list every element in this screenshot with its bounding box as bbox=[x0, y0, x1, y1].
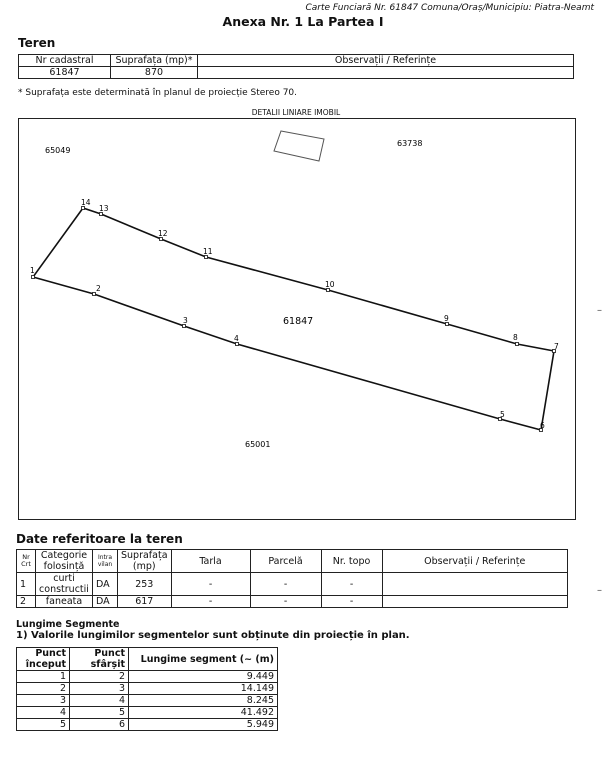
table-cell: 4 bbox=[70, 695, 129, 707]
neighbor-label: 65049 bbox=[45, 146, 71, 155]
parcel-number-label: 61847 bbox=[283, 316, 314, 327]
table-header-cell: Intra vilan bbox=[93, 550, 118, 573]
table-cell: - bbox=[250, 573, 321, 596]
neighbor-label: 63738 bbox=[397, 139, 423, 148]
table-cell: - bbox=[321, 596, 382, 608]
vertex-label: 9 bbox=[444, 314, 449, 323]
table-cell: 1 bbox=[17, 671, 70, 683]
table-row bbox=[17, 683, 278, 695]
building-outline bbox=[274, 131, 324, 161]
table-header-cell: Observații / Referințe bbox=[198, 55, 574, 67]
table-cell: 9.449 bbox=[129, 671, 278, 683]
table-cell: DA bbox=[93, 573, 118, 596]
table-cell: 2 bbox=[17, 683, 70, 695]
parcel-vertices bbox=[30, 198, 559, 432]
vertex-label: 10 bbox=[325, 280, 335, 289]
vertex-label: 1 bbox=[30, 266, 35, 275]
table-cell: 1 bbox=[17, 573, 36, 596]
table-cell bbox=[382, 573, 567, 596]
edge-mark: – bbox=[597, 305, 602, 316]
vertex-label: 5 bbox=[500, 410, 505, 419]
table-cell: - bbox=[171, 573, 250, 596]
vertex-label: 14 bbox=[81, 198, 91, 207]
observations-cell bbox=[198, 67, 574, 79]
segments-subtitle: 1) Valorile lungimilor segmentelor sunt obținute din proiecție în plan. bbox=[16, 630, 410, 641]
vertex-label: 11 bbox=[203, 247, 213, 256]
parcel-map bbox=[18, 118, 576, 520]
vertex-marker bbox=[516, 343, 519, 346]
table-header-cell: Lungime segment (~ (m) bbox=[129, 648, 278, 671]
annex-title: Anexa Nr. 1 La Partea I bbox=[222, 14, 384, 29]
area-note: * Suprafața este determinată în planul de proiecție Stereo 70. bbox=[18, 88, 298, 98]
cadastral-number: 61847 bbox=[19, 67, 111, 79]
table-row bbox=[17, 573, 568, 596]
table-cell: DA bbox=[93, 596, 118, 608]
table-cell: faneata bbox=[36, 596, 93, 608]
table-header-row bbox=[19, 55, 574, 67]
neighbor-label: 65001 bbox=[245, 440, 271, 449]
table-header-cell: Categorie folosință bbox=[36, 550, 93, 573]
table-cell: 4 bbox=[17, 707, 70, 719]
table-cell bbox=[382, 596, 567, 608]
table-cell: 8.245 bbox=[129, 695, 278, 707]
vertex-label: 3 bbox=[183, 316, 188, 325]
table-header-cell: Punct sfârșit bbox=[70, 648, 129, 671]
table-cell: - bbox=[250, 596, 321, 608]
vertex-label: 12 bbox=[158, 229, 168, 238]
table-cell: 5.949 bbox=[129, 719, 278, 731]
table-header-cell: Suprafața (mp) bbox=[118, 550, 172, 573]
document-header: Carte Funciară Nr. 61847 Comuna/Oraș/Municipiu: Piatra-Neamt bbox=[305, 3, 594, 13]
table-cell: 253 bbox=[118, 573, 172, 596]
teren-table bbox=[18, 54, 574, 79]
vertex-label: 8 bbox=[513, 333, 518, 342]
table-header-cell: Nr Crt bbox=[17, 550, 36, 573]
vertex-label: 13 bbox=[99, 204, 109, 213]
vertex-label: 4 bbox=[234, 334, 239, 343]
table-cell: curti constructii bbox=[36, 573, 93, 596]
table-cell: 3 bbox=[17, 695, 70, 707]
table-cell: 617 bbox=[118, 596, 172, 608]
area-value: 870 bbox=[111, 67, 198, 79]
table-cell: 6 bbox=[70, 719, 129, 731]
table-header-cell: Punct început bbox=[17, 648, 70, 671]
segments-title: Lungime Segmente bbox=[16, 619, 120, 630]
table-cell: 3 bbox=[70, 683, 129, 695]
table-row bbox=[17, 695, 278, 707]
table-cell: 14.149 bbox=[129, 683, 278, 695]
table-header-cell: Nr cadastral bbox=[19, 55, 111, 67]
table-cell: - bbox=[321, 573, 382, 596]
vertex-label: 2 bbox=[96, 284, 101, 293]
map-caption: DETALII LINIARE IMOBIL bbox=[251, 108, 341, 117]
teren-title: Teren bbox=[18, 36, 56, 50]
vertex-label: 7 bbox=[554, 342, 559, 351]
table-cell: 2 bbox=[17, 596, 36, 608]
table-row bbox=[17, 671, 278, 683]
table-header-row bbox=[17, 550, 568, 573]
parcel-plan bbox=[19, 119, 575, 519]
vertex-marker bbox=[32, 276, 35, 279]
land-data-title: Date referitoare la teren bbox=[16, 532, 183, 546]
table-cell: 5 bbox=[70, 707, 129, 719]
table-header-cell: Tarla bbox=[171, 550, 250, 573]
land-data-table bbox=[16, 549, 568, 608]
table-header-cell: Observații / Referințe bbox=[382, 550, 567, 573]
table-cell: 41.492 bbox=[129, 707, 278, 719]
table-row bbox=[17, 707, 278, 719]
table-header-cell: Suprafața (mp)* bbox=[111, 55, 198, 67]
table-row bbox=[19, 67, 574, 79]
table-row bbox=[17, 596, 568, 608]
table-header-cell: Nr. topo bbox=[321, 550, 382, 573]
table-cell: 5 bbox=[17, 719, 70, 731]
segments-table bbox=[16, 647, 278, 731]
table-row bbox=[17, 719, 278, 731]
edge-mark: – bbox=[597, 585, 602, 596]
table-header-row bbox=[17, 648, 278, 671]
table-cell: - bbox=[171, 596, 250, 608]
vertex-label: 6 bbox=[540, 421, 545, 430]
table-cell: 2 bbox=[70, 671, 129, 683]
table-header-cell: Parcelă bbox=[250, 550, 321, 573]
